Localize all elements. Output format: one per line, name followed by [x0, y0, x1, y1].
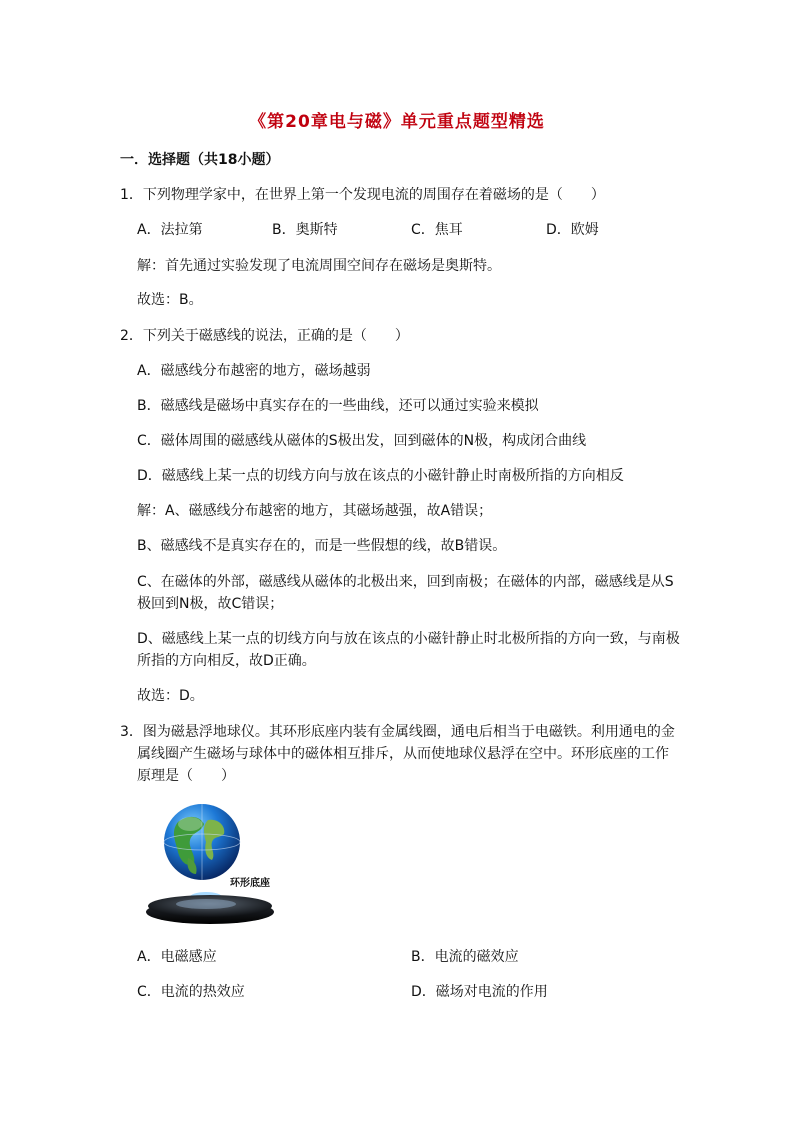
q1-option-d: D．欧姆: [546, 222, 599, 238]
figure-label: 环形底座: [230, 878, 270, 889]
q1-option-a: A．法拉第: [137, 222, 203, 238]
q2-solution-line: 所指的方向相反，故D正确。: [137, 653, 316, 669]
q3-option-a: A．电磁感应: [137, 949, 217, 965]
q2-answer: 故选：D。: [137, 688, 204, 704]
q2-solution-line: B、磁感线不是真实存在的，而是一些假想的线，故B错误。: [137, 538, 507, 554]
levitating-globe-figure: [140, 802, 280, 928]
q2-solution-line: C、在磁体的外部，磁感线从磁体的北极出来，回到南极；在磁体的内部，磁感线是从S: [137, 574, 674, 590]
q3-stem-line: 属线圈产生磁场与球体中的磁体相互排斥，从而使地球仪悬浮在空中。环形底座的工作: [137, 746, 669, 762]
q2-option-c: C．磁体周围的磁感线从磁体的S极出发，回到磁体的N极，构成闭合曲线: [137, 433, 587, 449]
q1-answer: 故选：B。: [137, 292, 203, 308]
q2-solution-line: D、磁感线上某一点的切线方向与放在该点的小磁针静止时北极所指的方向一致，与南极: [137, 631, 680, 647]
q1-stem: 1．下列物理学家中，在世界上第一个发现电流的周围存在着磁场的是（ ）: [120, 187, 605, 203]
q2-option-a: A．磁感线分布越密的地方，磁场越弱: [137, 363, 371, 379]
globe-illustration: [140, 802, 280, 928]
q1-solution: 解：首先通过实验发现了电流周围空间存在磁场是奥斯特。: [137, 258, 501, 274]
q3-stem-line: 原理是（ ）: [137, 768, 235, 784]
q1-option-b: B．奥斯特: [272, 222, 338, 238]
q1-option-c: C．焦耳: [411, 222, 463, 238]
q2-solution-line: 极回到N极，故C错误；: [137, 596, 284, 612]
q3-stem-line: 3．图为磁悬浮地球仪。其环形底座内装有金属线圈，通电后相当于电磁铁。利用通电的金: [120, 724, 675, 740]
q3-option-d: D．磁场对电流的作用: [411, 984, 548, 1000]
page-title: 《第20章电与磁》单元重点题型精选: [249, 112, 545, 132]
q2-option-d: D．磁感线上某一点的切线方向与放在该点的小磁针静止时南极所指的方向相反: [137, 468, 624, 484]
q2-solution-line: 解：A、磁感线分布越密的地方，其磁场越强，故A错误；: [137, 503, 493, 519]
q2-option-b: B．磁感线是磁场中真实存在的一些曲线，还可以通过实验来模拟: [137, 398, 539, 414]
section-heading: 一．选择题（共18小题）: [120, 152, 280, 168]
q3-option-c: C．电流的热效应: [137, 984, 245, 1000]
q3-option-b: B．电流的磁效应: [411, 949, 519, 965]
q2-stem: 2．下列关于磁感线的说法，正确的是（ ）: [120, 328, 409, 344]
